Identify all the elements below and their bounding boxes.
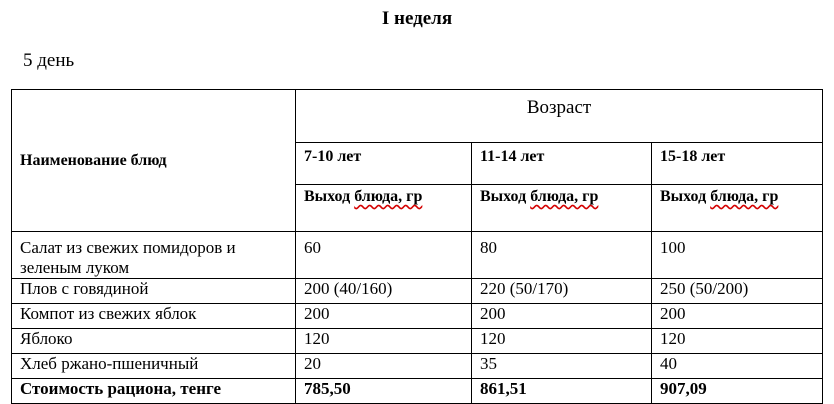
dish-value: 20 <box>296 354 472 379</box>
dish-value: 40 <box>652 354 823 379</box>
table-row <box>12 232 823 279</box>
header-age-label: Возраст <box>526 97 592 118</box>
dish-value: 250 (50/200) <box>652 279 823 304</box>
dish-value: 120 <box>652 329 823 354</box>
header-output-2 <box>472 185 652 232</box>
dish-name: Яблоко <box>12 329 296 354</box>
dish-value: 200 <box>472 304 652 329</box>
total-value: 907,09 <box>652 379 823 404</box>
dish-name: Плов с говядиной <box>12 279 296 304</box>
header-output-word: блюда, гр <box>354 188 423 205</box>
dish-value: 200 <box>296 304 472 329</box>
header-output-word: блюда, гр <box>710 188 779 205</box>
table-row <box>12 329 823 354</box>
header-output-3 <box>652 185 823 232</box>
table-row <box>12 304 823 329</box>
header-output-word: блюда, гр <box>530 188 599 205</box>
dish-value: 200 <box>652 304 823 329</box>
dish-value: 80 <box>472 232 652 279</box>
dish-name: Компот из свежих яблок <box>12 304 296 329</box>
dish-value: 220 (50/170) <box>472 279 652 304</box>
header-age <box>296 90 823 143</box>
day-title: 5 день <box>23 50 75 71</box>
dish-value: 120 <box>296 329 472 354</box>
header-output-1 <box>296 185 472 232</box>
week-title: I неделя <box>381 8 453 29</box>
header-output-prefix: Выход <box>480 188 527 205</box>
total-row <box>12 379 823 404</box>
dish-value: 100 <box>652 232 823 279</box>
menu-table <box>11 89 823 404</box>
total-value: 861,51 <box>472 379 652 404</box>
dish-name: Салат из свежих помидоров и зеленым луком <box>12 232 296 279</box>
total-label: Стоимость рациона, тенге <box>12 379 296 404</box>
header-age-group-2: 11-14 лет <box>472 143 652 185</box>
header-output-prefix: Выход <box>660 188 707 205</box>
dish-name: Хлеб ржано-пшеничный <box>12 354 296 379</box>
header-output-prefix: Выход <box>304 188 351 205</box>
dish-value: 35 <box>472 354 652 379</box>
dish-value: 120 <box>472 329 652 354</box>
dish-value: 200 (40/160) <box>296 279 472 304</box>
table-row <box>12 354 823 379</box>
total-value: 785,50 <box>296 379 472 404</box>
header-row-age <box>12 90 823 143</box>
dish-value: 60 <box>296 232 472 279</box>
header-age-group-1: 7-10 лет <box>296 143 472 185</box>
header-age-group-3: 15-18 лет <box>652 143 823 185</box>
table-row <box>12 279 823 304</box>
header-dish-name: Наименование блюд <box>12 90 296 232</box>
